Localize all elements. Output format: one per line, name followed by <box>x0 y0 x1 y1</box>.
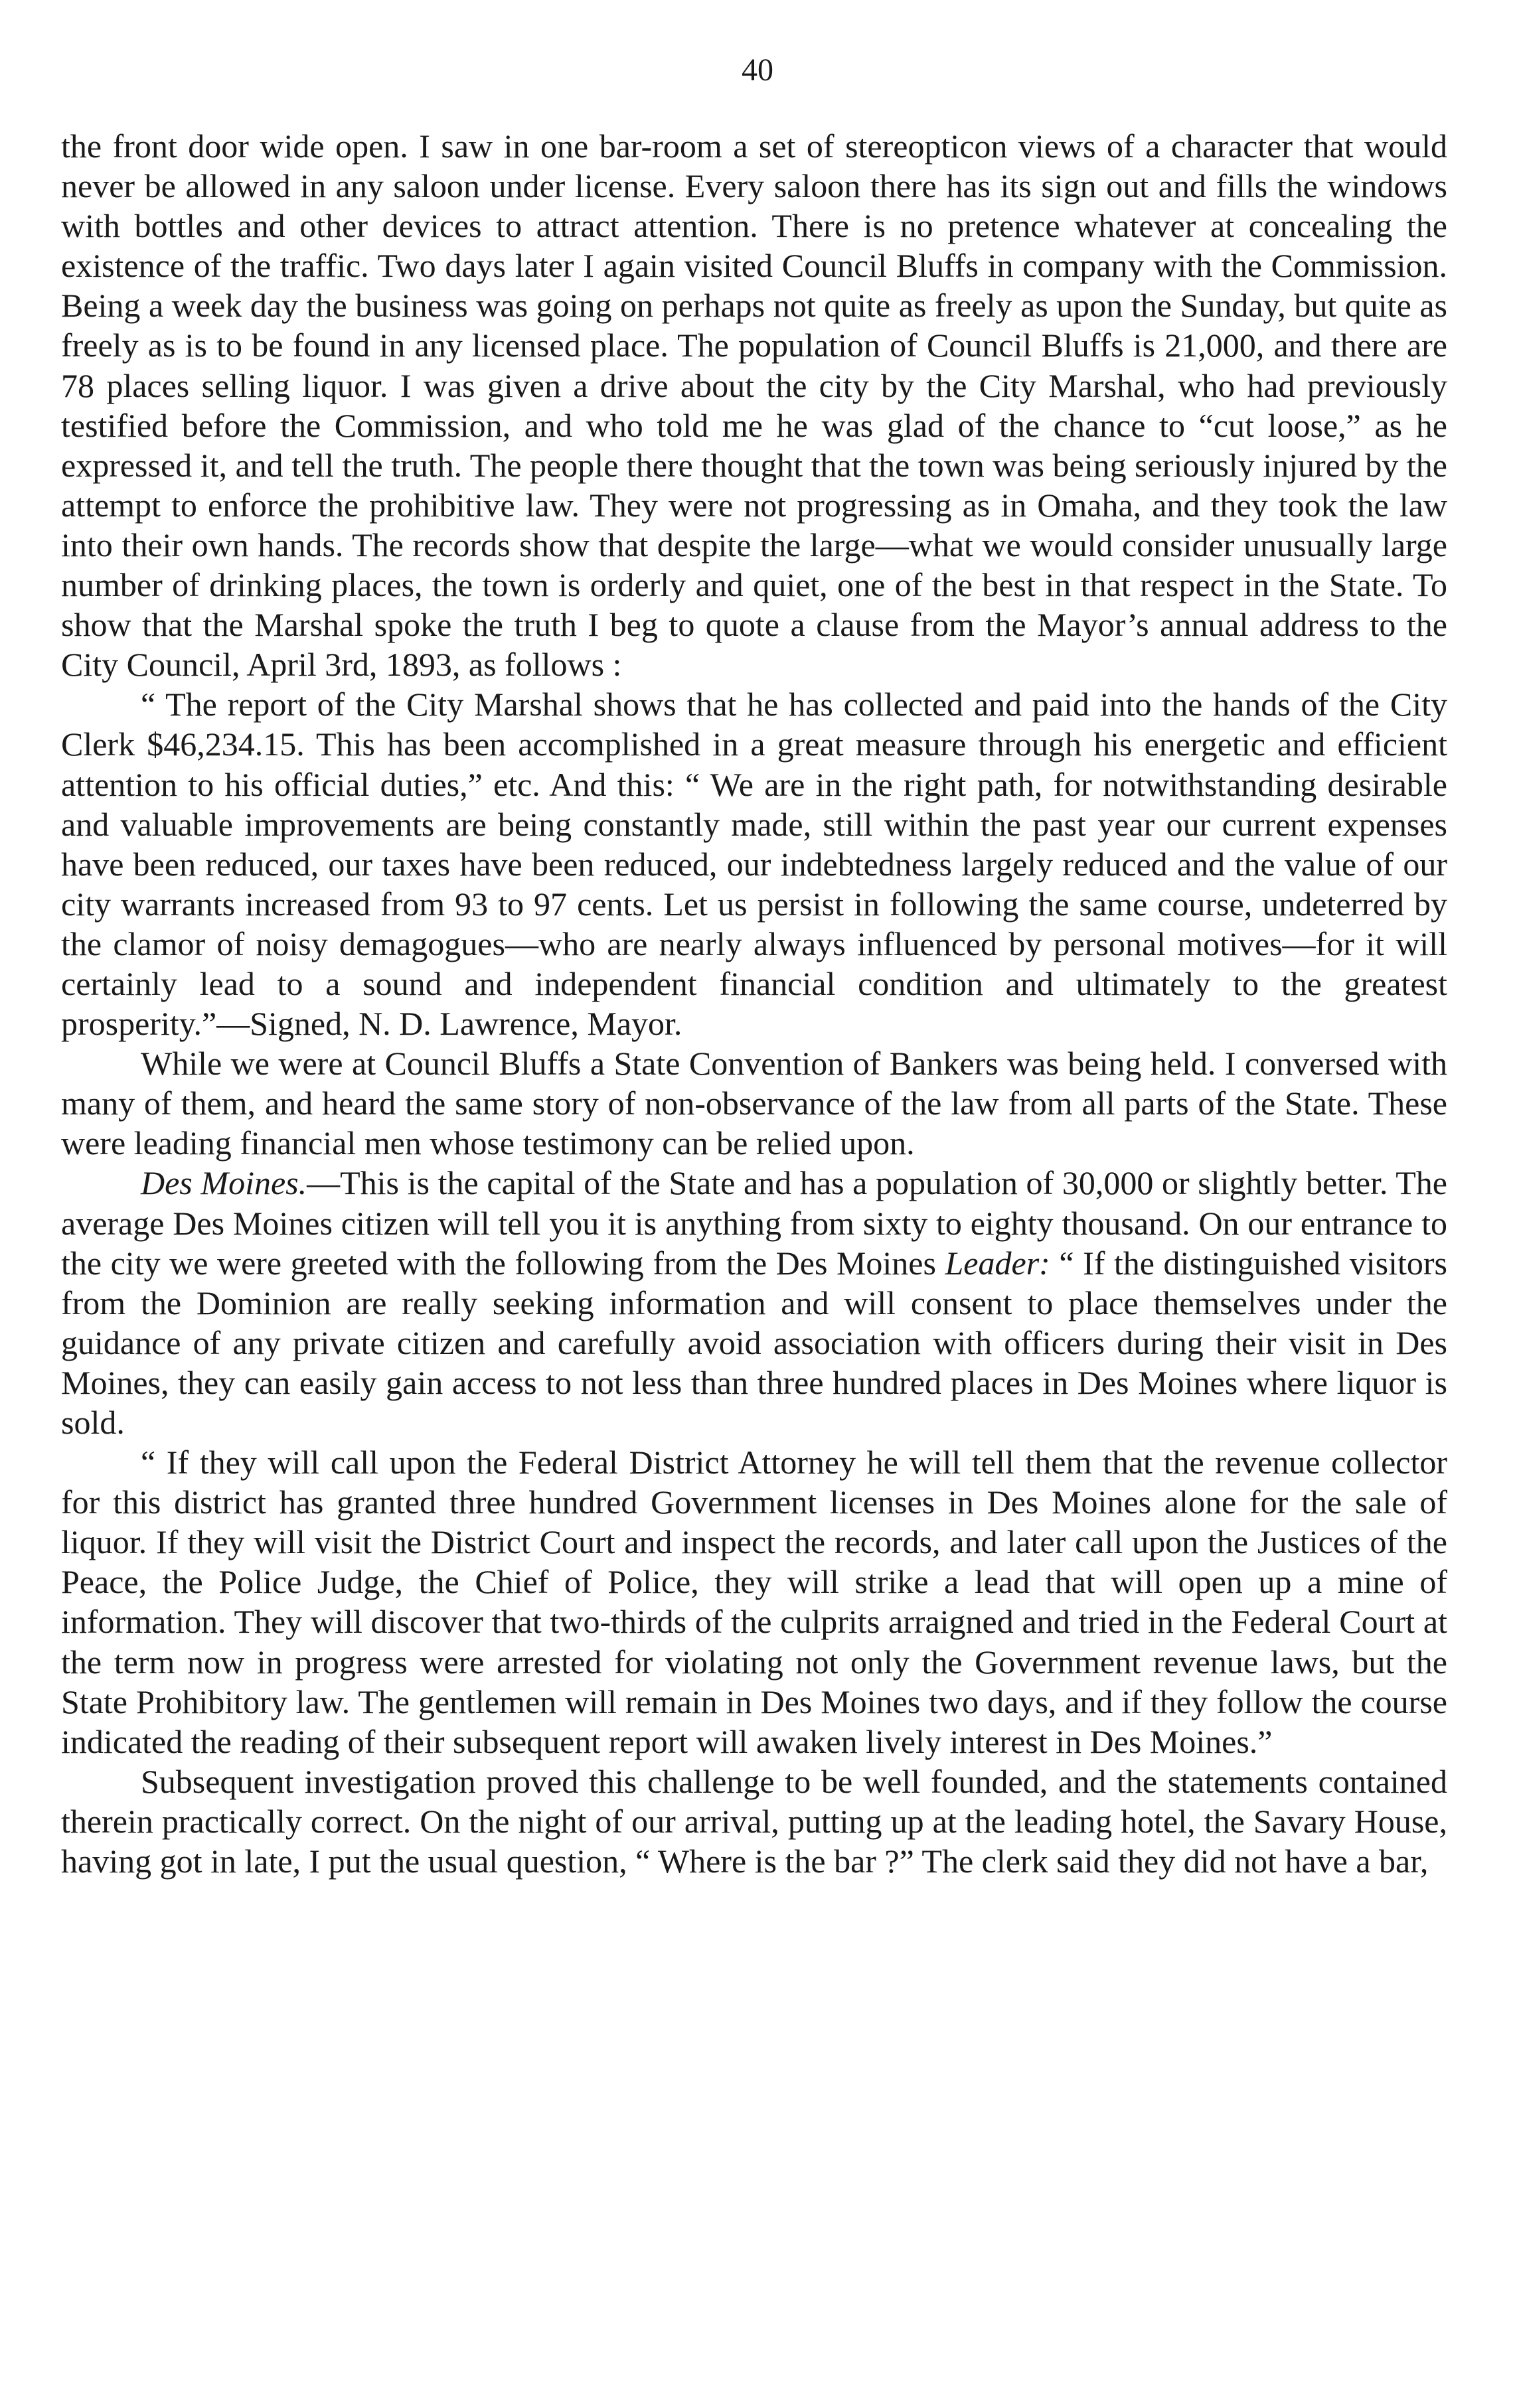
italic-text-segment: Des Moines. <box>141 1164 307 1202</box>
paragraph <box>61 684 1447 1043</box>
text-segment: “ If the distinguished visitors from the Dominion are really seeking information and will consent to place themselves under the guidance of any private citizen and carefully avoid association with officers during their visit in Des Moines, they can easily gain access to not less than three hundred places in Des Moines where liquor is sold. <box>61 1244 1447 1441</box>
page-number: 40 <box>742 52 773 88</box>
body-text <box>61 126 1447 1881</box>
paragraph <box>61 1442 1447 1762</box>
text-segment: Subsequent investigation proved this challenge to be well founded, and the statements contained therein practically correct. On the night of our arrival, putting up at the leading hotel, the Savary House, having got in late, I put the usual question, “ Where is the bar ?” The clerk said they did not have a bar, <box>61 1762 1447 1880</box>
text-segment: While we were at Council Bluffs a State Convention of Bankers was being held. I conversed with many of them, and heard the same story of non-observance of the law from all parts of the State. These were leading financial men whose testimony can be relied upon. <box>61 1045 1447 1162</box>
text-segment: “ If they will call upon the Federal District Attorney he will tell them that the revenue collector for this district has granted three hundred Government licenses in Des Moines alone for the sale of liquor. If they will visit the District Court and inspect the records, and later call upon the Justices of the Peace, the Police Judge, the Chief of Police, they will strike a lead that will open up a mine of information. They will discover that two-thirds of the culprits arraigned and tried in the Federal Court at the term now in progress were arrested for violating not only the Government revenue laws, but the State Prohibitory law. The gentlemen will remain in Des Moines two days, and if they follow the course indicated the reading of their subsequent report will awaken lively interest in Des Moines.” <box>61 1444 1447 1760</box>
text-segment: “ The report of the City Marshal shows that he has collected and paid into the hands of the City Clerk $46,234.15. This has been accomplished in a great measure through his energetic and efficient attention to his official duties,” etc. And this: “ We are in the right path, for notwithstanding desirable and valuable improvements are being constantly made, still within the past year our current expenses have been reduced, our taxes have been reduced, our indebtedness largely reduced and the value of our city warrants increased from 93 to 97 cents. Let us persist in following the same course, undeterred by the clamor of noisy demagogues—who are nearly always influenced by personal motives—for it will certainly lead to a sound and independent financial condition and ultimately to the greatest prosperity.”—Signed, N. D. Lawrence, Mayor. <box>61 686 1447 1043</box>
text-segment: —This is the capital of the State and has a population of 30,000 or slightly better. The average Des Moines citizen will tell you it is anything from sixty to eighty thousand. On our entrance to the city we were greeted with the following from the Des Moines <box>61 1164 1447 1282</box>
paragraph <box>61 126 1447 684</box>
paragraph <box>61 1043 1447 1163</box>
text-segment: the front door wide open. I saw in one bar-room a set of stereopticon views of a character that would never be allowed in any saloon under license. Every saloon there has its sign out and fills the windows with bottles and other devices to attract attention. There is no pretence whatever at concealing the existence of the traffic. Two days later I again visited Council Bluffs in company with the Commission. Being a week day the business was going on perhaps not quite as freely as upon the Sunday, but quite as freely as is to be found in any licensed place. The population of Council Bluffs is 21,000, and there are 78 places selling liquor. I was given a drive about the city by the City Marshal, who had previously testified before the Commission, and who told me he was glad of the chance to “cut loose,” as he expressed it, and tell the truth. The people there thought that the town was being seriously injured by the attempt to enforce the prohibitive law. They were not progressing as in Omaha, and they took the law into their own hands. The records show that despite the large—what we would consider unusually large number of drinking places, the town is orderly and quiet, one of the best in that respect in the State. To show that the Marshal spoke the truth I beg to quote a clause from the Mayor’s annual address to the City Council, April 3rd, 1893, as follows : <box>61 127 1447 684</box>
paragraph <box>61 1163 1447 1442</box>
paragraph <box>61 1762 1447 1881</box>
italic-text-segment: Leader: <box>945 1244 1050 1282</box>
